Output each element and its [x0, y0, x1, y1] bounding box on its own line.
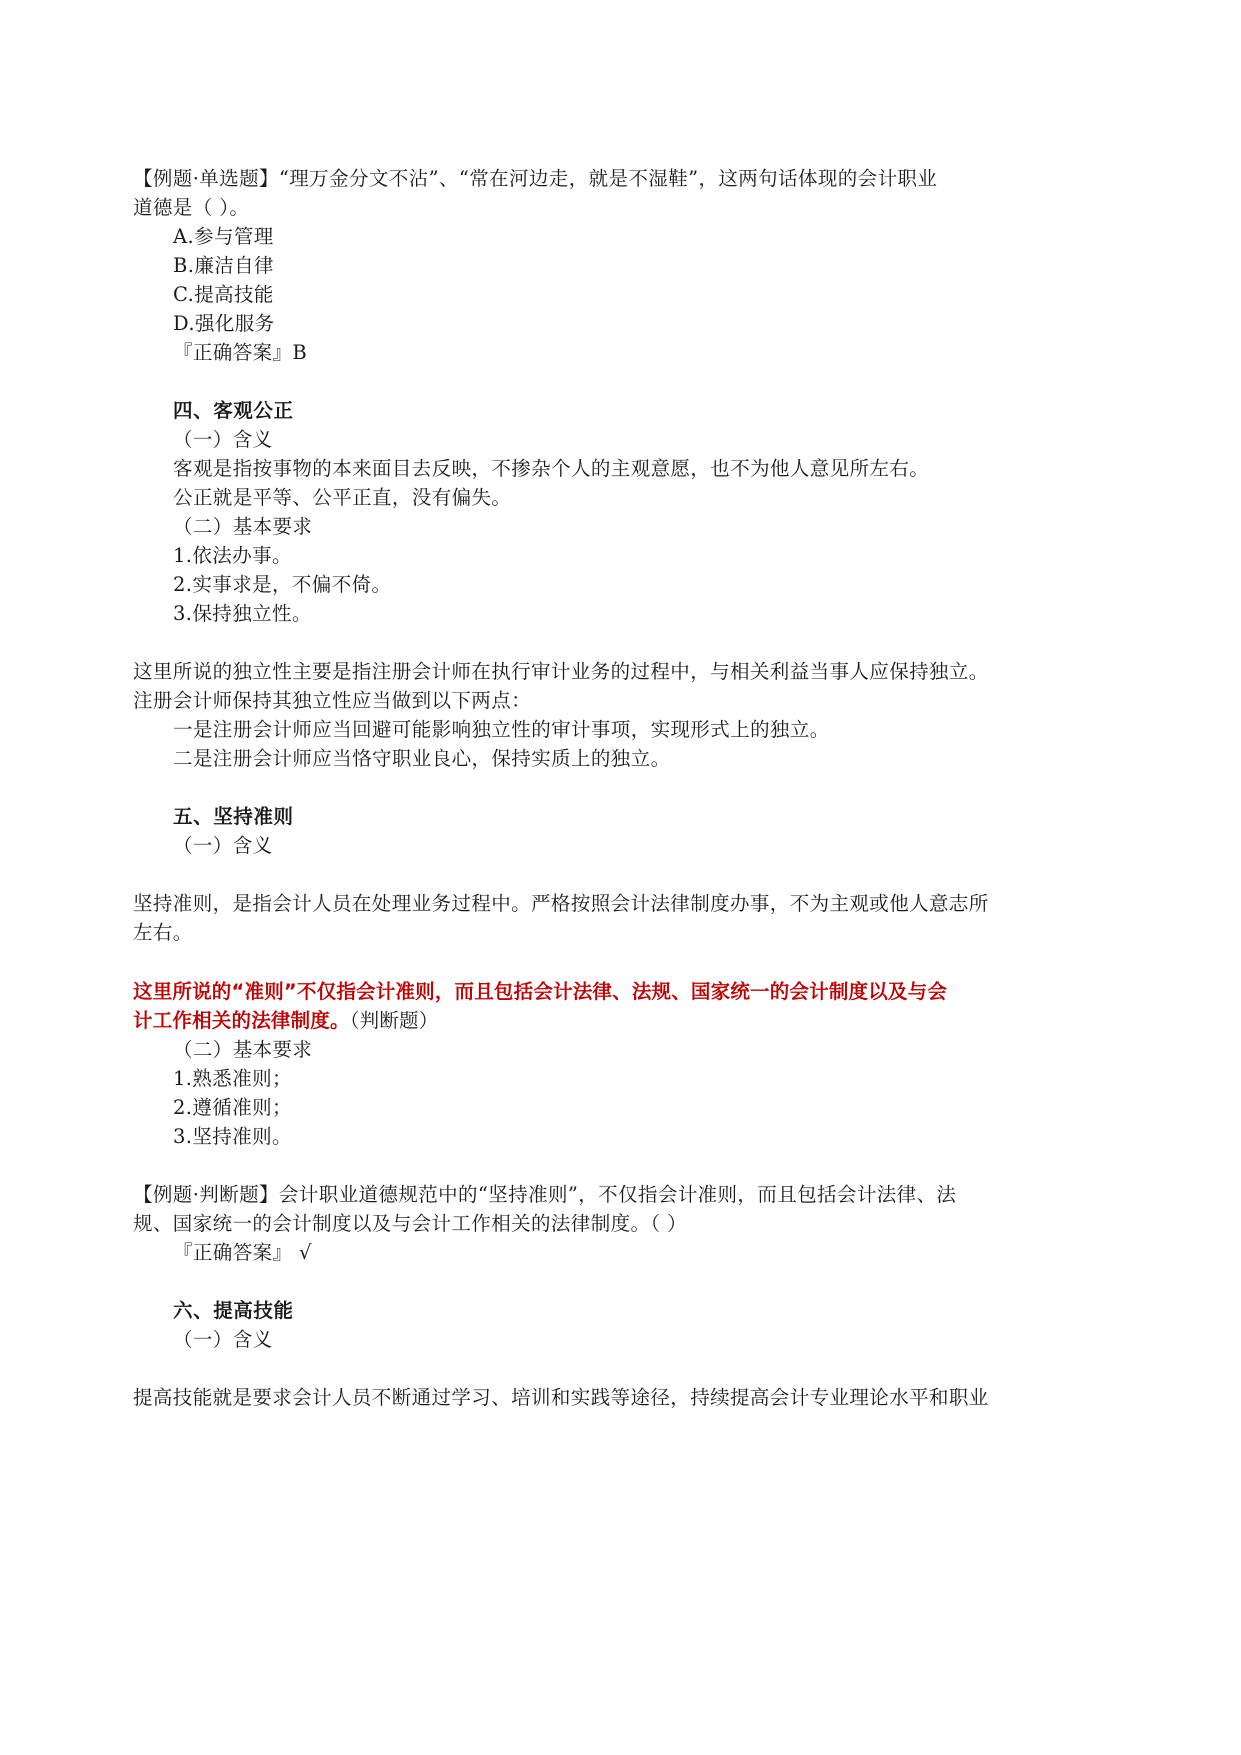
- section6-subheading-meaning: （一）含义: [173, 1328, 273, 1351]
- section5-requirement-1: 1.熟悉准则；: [173, 1067, 292, 1090]
- example1-question-line2: 道德是（ ）。: [133, 196, 250, 219]
- section6-definition-line1: 提高技能就是要求会计人员不断通过学习、培训和实践等途径，持续提高会计专业理论水平和职业: [133, 1386, 989, 1409]
- example1-answer: 『正确答案』B: [173, 341, 308, 364]
- section4-independence-para-line2: 注册会计师保持其独立性应当做到以下两点：: [133, 689, 532, 712]
- section4-requirement-2: 2.实事求是，不偏不倚。: [173, 573, 392, 596]
- section5-requirement-2: 2.遵循准则；: [173, 1096, 292, 1119]
- section5-highlight-text: 计工作相关的法律制度。: [133, 1009, 350, 1032]
- section6-heading: 六、提高技能: [173, 1299, 294, 1322]
- section4-definition-fair: 公正就是平等、公平正直，没有偏失。: [173, 486, 512, 509]
- example1-option-c: C.提高技能: [173, 283, 274, 306]
- section5-requirement-3: 3.坚持准则。: [173, 1125, 292, 1148]
- example2-question-line1: 【例题·判断题】会计职业道德规范中的“坚持准则”，不仅指会计准则，而且包括会计法律、法: [133, 1183, 957, 1206]
- section4-subheading-meaning: （一）含义: [173, 428, 273, 451]
- example1-question-line1: 【例题·单选题】“理万金分文不沾”、“常在河边走，就是不湿鞋”，这两句话体现的会计职业: [133, 167, 938, 190]
- section5-subheading-meaning: （一）含义: [173, 834, 273, 857]
- section5-highlight-line2: [133, 1008, 438, 1034]
- example2-answer: 『正确答案』 √: [173, 1241, 312, 1264]
- section4-independence-point2: 二是注册会计师应当恪守职业良心，保持实质上的独立。: [173, 747, 671, 770]
- section5-highlight-line1: 这里所说的“准则”不仅指会计准则，而且包括会计法律、法规、国家统一的会计制度以及与会: [133, 980, 948, 1003]
- section5-highlight-tag: （判断题）: [349, 1009, 439, 1032]
- section5-definition-line2: 左右。: [133, 921, 193, 944]
- section4-definition-objective: 客观是指按事物的本来面目去反映，不掺杂个人的主观意愿，也不为他人意见所左右。: [173, 457, 930, 480]
- example1-option-b: B.廉洁自律: [173, 254, 274, 277]
- section4-subheading-requirements: （二）基本要求: [173, 515, 313, 538]
- section4-independence-point1: 一是注册会计师应当回避可能影响独立性的审计事项，实现形式上的独立。: [173, 718, 830, 741]
- example1-option-a: A.参与管理: [173, 225, 274, 248]
- section4-heading: 四、客观公正: [173, 399, 294, 422]
- example2-question-line2: 规、国家统一的会计制度以及与会计工作相关的法律制度。（ ）: [133, 1212, 688, 1235]
- section5-heading: 五、坚持准则: [173, 805, 294, 828]
- section4-requirement-1: 1.依法办事。: [173, 544, 292, 567]
- section4-independence-para-line1: 这里所说的独立性主要是指注册会计师在执行审计业务的过程中，与相关利益当事人应保持独立。: [133, 660, 989, 683]
- example1-option-d: D.强化服务: [173, 312, 275, 335]
- section5-subheading-requirements: （二）基本要求: [173, 1038, 313, 1061]
- section4-requirement-3: 3.保持独立性。: [173, 602, 312, 625]
- section5-definition-line1: 坚持准则，是指会计人员在处理业务过程中。严格按照会计法律制度办事，不为主观或他人意志所: [133, 892, 989, 915]
